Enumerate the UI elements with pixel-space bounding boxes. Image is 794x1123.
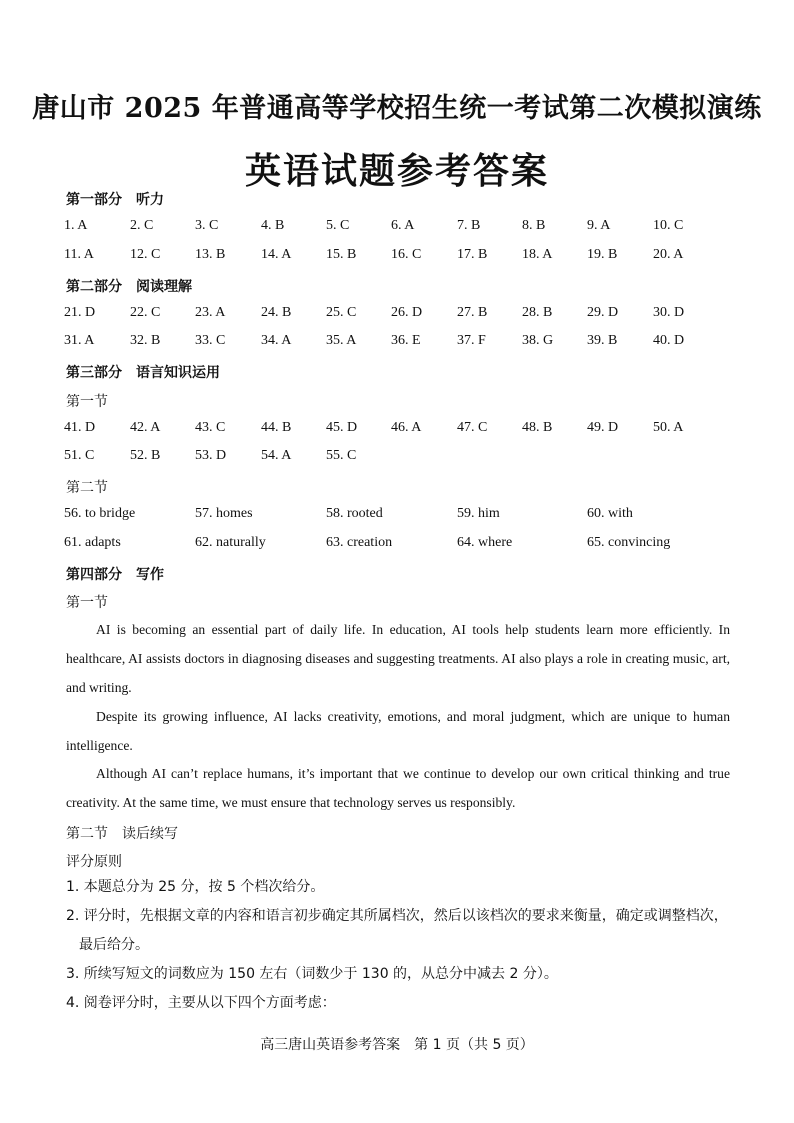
answer-item: 18. A: [522, 247, 553, 262]
answer-item: 34. A: [261, 333, 292, 348]
answer-item: 46. A: [391, 420, 422, 435]
scoring-rule-2: 2. 评分时，先根据文章的内容和语言初步确定其所属档次，然后以该档次的要求来衡量，确定或调整档次，最后给分。: [66, 908, 728, 953]
answer-item: 28. B: [522, 305, 553, 320]
scoring-rules-title: 评分原则: [66, 854, 122, 870]
answer-item: 15. B: [326, 247, 357, 262]
answer-item: 44. B: [261, 420, 292, 435]
part2-name: 阅读理解: [136, 279, 192, 295]
answer-item: 14. A: [261, 247, 292, 262]
fill-answer-item: 59. him: [457, 506, 500, 521]
part4-section2-name: 读后续写: [122, 826, 178, 842]
answer-item: 43. C: [195, 420, 226, 435]
part1-row-2: [64, 247, 744, 267]
part3-fill-row-1: [64, 506, 744, 526]
fill-answer-item: 61. adapts: [64, 535, 121, 550]
exam-title: 唐山市 2025 年普通高等学校招生统一考试第二次模拟演练: [32, 93, 762, 124]
fill-answer-item: 62. naturally: [195, 535, 266, 550]
fill-answer-item: 60. with: [587, 506, 633, 521]
answer-item: 51. C: [64, 448, 95, 463]
answer-item: 19. B: [587, 247, 618, 262]
answer-item: 52. B: [130, 448, 161, 463]
answer-item: 22. C: [130, 305, 161, 320]
scoring-rule-1: 1. 本题总分为 25 分，按 5 个档次给分。: [66, 879, 325, 895]
part3-row-2: [64, 448, 744, 468]
answer-item: 1. A: [64, 218, 88, 233]
answer-item: 31. A: [64, 333, 95, 348]
answer-item: 13. B: [195, 247, 226, 262]
essay-paragraph-2: Despite its growing influence, AI lacks creativity, emotions, and moral judgment, which are unique to human intelligence.: [66, 709, 730, 753]
part2-heading: [66, 276, 192, 296]
part3-row-1: [64, 420, 744, 440]
part4-heading: [66, 564, 164, 584]
fill-answer-item: 58. rooted: [326, 506, 383, 521]
scoring-rule-3: 3. 所续写短文的词数应为 150 左右（词数少于 130 的，从总分中减去 2 分）。: [66, 966, 558, 982]
part4-label: 第四部分: [66, 567, 122, 583]
part1-row-1: [64, 218, 744, 238]
answer-item: 53. D: [195, 448, 227, 463]
answer-item: 8. B: [522, 218, 546, 233]
essay-paragraph-1: AI is becoming an essential part of daily life. In education, AI tools help students learn more efficiently. In healthcare, AI assists doctors in diagnosing diseases and suggesting treatments. AI also plays a role in creating music, art, and writing.: [66, 622, 730, 695]
document-title: 英语试题参考答案: [244, 151, 549, 192]
fill-answer-item: 64. where: [457, 535, 513, 550]
part1-name: 听力: [136, 192, 164, 208]
answer-item: 33. C: [195, 333, 226, 348]
answer-item: 27. B: [457, 305, 488, 320]
answer-item: 12. C: [130, 247, 161, 262]
answer-item: 2. C: [130, 218, 154, 233]
fill-answer-item: 63. creation: [326, 535, 393, 550]
answer-item: 4. B: [261, 218, 285, 233]
answer-item: 23. A: [195, 305, 226, 320]
page-footer: 高三唐山英语参考答案 第 1 页（共 5 页）: [260, 1037, 534, 1053]
answer-item: 40. D: [653, 333, 685, 348]
part3-section2-label: 第二节: [66, 480, 108, 496]
answer-item: 6. A: [391, 218, 415, 233]
answer-item: 54. A: [261, 448, 292, 463]
answer-item: 9. A: [587, 218, 611, 233]
part4-section1-label: 第一节: [66, 595, 108, 611]
answer-item: 37. F: [457, 333, 486, 348]
answer-item: 30. D: [653, 305, 685, 320]
part2-row-1: [64, 305, 744, 325]
answer-item: 50. A: [653, 420, 684, 435]
answer-item: 24. B: [261, 305, 292, 320]
answer-item: 55. C: [326, 448, 357, 463]
answer-item: 20. A: [653, 247, 684, 262]
answer-item: 29. D: [587, 305, 619, 320]
answer-item: 36. E: [391, 333, 421, 348]
part1-heading: [66, 189, 164, 209]
part3-label: 第三部分: [66, 365, 122, 381]
part3-fill-row-2: [64, 535, 744, 555]
answer-item: 21. D: [64, 305, 96, 320]
scoring-rule-4: 4. 阅卷评分时，主要从以下四个方面考虑：: [66, 995, 336, 1011]
answer-item: 45. D: [326, 420, 358, 435]
answer-item: 11. A: [64, 247, 94, 262]
essay-paragraph-3: Although AI can’t replace humans, it’s important that we continue to develop our own critical thinking and true creativity. At the same time, we must ensure that technology serves us responsibly.: [66, 766, 730, 810]
part4-section2-heading: [66, 823, 178, 843]
answer-item: 49. D: [587, 420, 619, 435]
answer-item: 39. B: [587, 333, 618, 348]
answer-item: 25. C: [326, 305, 357, 320]
answer-item: 7. B: [457, 218, 481, 233]
answer-item: 17. B: [457, 247, 488, 262]
answer-item: 16. C: [391, 247, 422, 262]
answer-item: 42. A: [130, 420, 161, 435]
fill-answer-item: 57. homes: [195, 506, 253, 521]
answer-item: 10. C: [653, 218, 684, 233]
part3-name: 语言知识运用: [136, 365, 220, 381]
answer-item: 26. D: [391, 305, 423, 320]
answer-item: 41. D: [64, 420, 96, 435]
part3-heading: [66, 362, 220, 382]
answer-item: 35. A: [326, 333, 357, 348]
part3-section1-label: 第一节: [66, 394, 108, 410]
answer-item: 48. B: [522, 420, 553, 435]
part2-row-2: [64, 333, 744, 353]
part1-label: 第一部分: [66, 192, 122, 208]
part2-label: 第二部分: [66, 279, 122, 295]
answer-item: 3. C: [195, 218, 219, 233]
answer-item: 47. C: [457, 420, 488, 435]
part4-section2-label: 第二节: [66, 826, 108, 842]
answer-item: 38. G: [522, 333, 554, 348]
fill-answer-item: 56. to bridge: [64, 506, 136, 521]
answer-item: 5. C: [326, 218, 350, 233]
fill-answer-item: 65. convincing: [587, 535, 671, 550]
answer-item: 32. B: [130, 333, 161, 348]
part4-name: 写作: [136, 567, 164, 583]
